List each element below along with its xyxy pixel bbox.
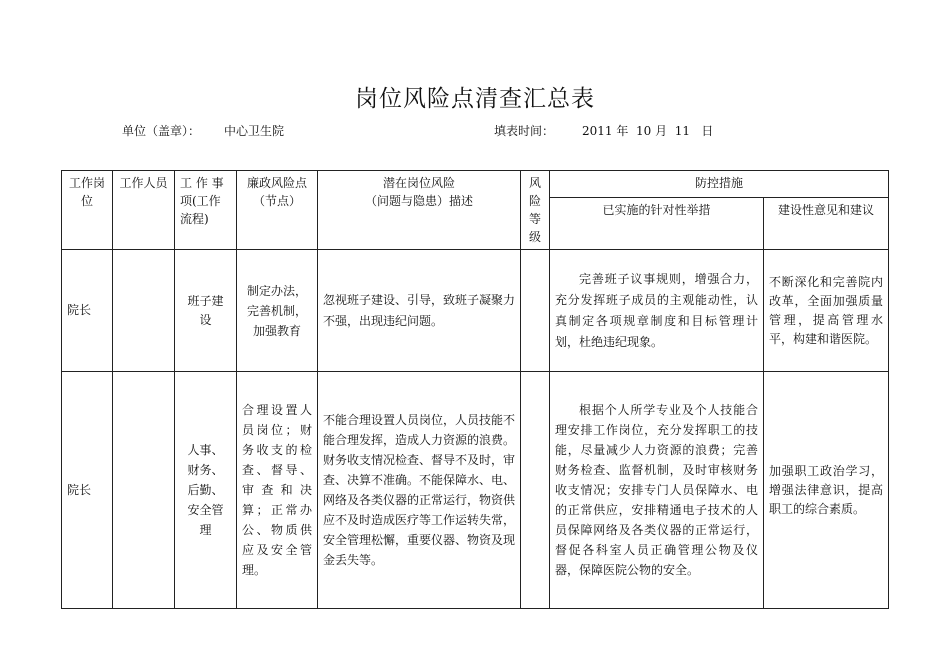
header-risk-desc: [318, 171, 521, 250]
header-control: 防控措施: [550, 171, 889, 198]
cell-position: 院长: [62, 250, 113, 372]
cell-staff: [113, 372, 175, 609]
header-staff: 工作人员: [113, 171, 175, 250]
header-row-1: [62, 171, 889, 198]
header-risk-desc-line2: （问题与隐患）描述: [364, 194, 473, 208]
header-suggestions: 建设性意见和建议: [764, 198, 889, 250]
date-value: 2011 年 10 月 11 日: [582, 124, 714, 138]
cell-staff: [113, 250, 175, 372]
page-title: 岗位风险点清查汇总表: [355, 86, 595, 112]
unit-label: 单位（盖章）：: [122, 124, 201, 138]
cell-implemented: 根据个人所学专业及个人技能合理安排工作岗位，充分发挥职工的技能，尽量减少人力资源的浪费；完善财务检查、监督机制，及时审核财务收支情况；安排专门人员保障水、电的正常供应，安排精通电子技术的人员保障网络及各类仪器的正常运行，督促各科室人员正确管理公物及仪器，保障医院公物的安全。: [550, 372, 764, 609]
cell-item: 人事、财务、后勤、安全管理: [175, 372, 237, 609]
cell-position: 院长: [62, 372, 113, 609]
header-risk-point: 廉政风险点（节点）: [237, 171, 318, 250]
cell-risk-point: 制定办法，完善机制，加强教育: [237, 250, 318, 372]
risk-summary-table: [61, 170, 889, 609]
cell-risk-desc: 忽视班子建设、引导，致班子凝聚力不强，出现违纪问题。: [318, 250, 521, 372]
header-level: 风险等级: [521, 171, 550, 250]
unit-value: 中心卫生院: [224, 124, 285, 138]
cell-item: 班子建设: [175, 250, 237, 372]
date-label: 填表时间：: [494, 124, 555, 138]
cell-implemented: 完善班子议事规则，增强合力，充分发挥班子成员的主观能动性，认真制定各项规章制度和目标管理计划，杜绝违纪现象。: [550, 250, 764, 372]
cell-suggestions: 加强职工政治学习，增强法律意识，提高职工的综合素质。: [764, 372, 889, 609]
header-implemented: 已实施的针对性举措: [550, 198, 764, 250]
header-position: 工作岗位: [62, 171, 113, 250]
cell-risk-point: 合理设置人员岗位；财务收支的检查、督导、审查和决算；正常办公、物质供应及安全管理。: [237, 372, 318, 609]
cell-level: [521, 372, 550, 609]
header-item: 工 作 事项(工作流程): [175, 171, 237, 250]
cell-level: [521, 250, 550, 372]
cell-risk-desc: 不能合理设置人员岗位，人员技能不能合理发挥，造成人力资源的浪费。财务收支情况检查、督导不及时，审查、决算不准确。不能保障水、电、网络及各类仪器的正常运行，物资供应不及时造成医疗等工作运转失常，安全管理松懈，重要仪器、物资及现金丢失等。: [318, 372, 521, 609]
header-risk-desc-line1: 潜在岗位风险: [382, 176, 455, 190]
table-row: [62, 372, 889, 609]
table-row: [62, 250, 889, 372]
cell-suggestions: 不断深化和完善院内改革，全面加强质量管理，提高管理水平，构建和谐医院。: [764, 250, 889, 372]
